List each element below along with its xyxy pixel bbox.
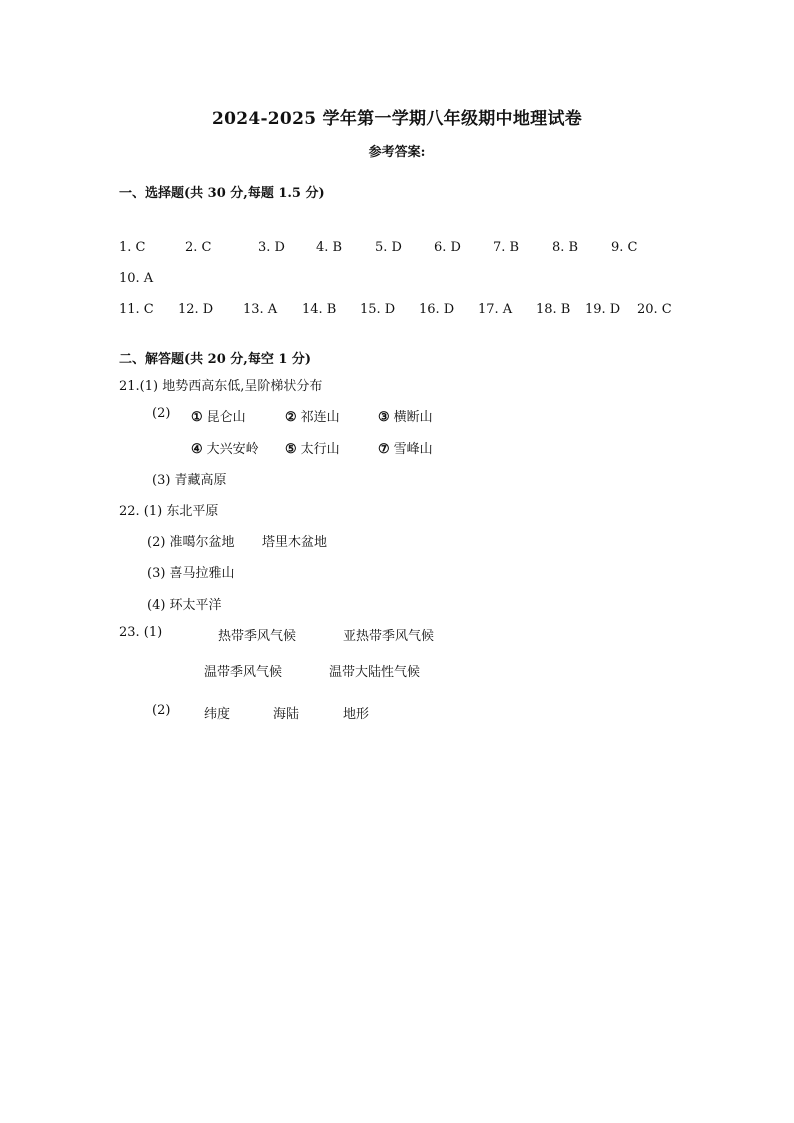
answer-item: 12. D — [178, 302, 214, 317]
answer-item: 2. C — [185, 240, 212, 255]
answer-item: 10. A — [119, 271, 154, 286]
q23-factor: 地形 — [343, 707, 370, 722]
q22-part2a: (2) 准噶尔盆地 — [147, 535, 235, 550]
answer-item: 20. C — [637, 302, 672, 317]
document-subtitle: 参考答案: — [368, 145, 426, 160]
answer-item: 14. B — [302, 302, 337, 317]
q21-part3: (3) 青藏高原 — [152, 473, 227, 488]
q23-factor: 海陆 — [273, 707, 300, 722]
circled-number: ② — [285, 410, 297, 425]
q22-part2b: 塔里木盆地 — [262, 535, 328, 550]
q21-item — [285, 406, 340, 425]
q21-item — [378, 438, 433, 457]
mountain-name: 昆仑山 — [206, 410, 246, 425]
q23-part1-label: 23. (1) — [119, 625, 163, 640]
mountain-name: 雪峰山 — [393, 442, 433, 457]
answer-item: 13. A — [243, 302, 278, 317]
q21-part1: 21.(1) 地势西高东低,呈阶梯状分布 — [119, 379, 323, 394]
circled-number: ③ — [378, 410, 390, 425]
q22-part3: (3) 喜马拉雅山 — [147, 566, 235, 581]
circled-number: ⑤ — [285, 442, 297, 457]
q22-part1: 22. (1) 东北平原 — [119, 504, 219, 519]
q23-climate: 热带季风气候 — [218, 629, 297, 644]
answer-item: 16. D — [419, 302, 455, 317]
q21-item — [191, 406, 246, 425]
answer-item: 19. D — [585, 302, 621, 317]
answer-item: 18. B — [536, 302, 571, 317]
mountain-name: 大兴安岭 — [206, 442, 259, 457]
answer-item: 4. B — [316, 240, 343, 255]
answer-item: 15. D — [360, 302, 396, 317]
document-title: 2024-2025 学年第一学期八年级期中地理试卷 — [211, 109, 583, 129]
q23-part2-label: (2) — [152, 703, 171, 718]
answer-item: 8. B — [552, 240, 579, 255]
answer-item: 6. D — [434, 240, 461, 255]
q23-climate: 亚热带季风气候 — [343, 629, 435, 644]
mountain-name: 祁连山 — [300, 410, 340, 425]
q21-item — [378, 406, 433, 425]
q21-item — [191, 438, 259, 457]
q23-climate: 温带大陆性气候 — [329, 665, 421, 680]
q22-part4: (4) 环太平洋 — [147, 598, 222, 613]
mountain-name: 太行山 — [300, 442, 340, 457]
answer-item: 17. A — [478, 302, 513, 317]
answer-item: 1. C — [119, 240, 146, 255]
q23-climate: 温带季风气候 — [204, 665, 283, 680]
answer-item: 11. C — [119, 302, 154, 317]
answer-item: 9. C — [611, 240, 638, 255]
answer-item: 7. B — [493, 240, 520, 255]
circled-number: ④ — [191, 442, 203, 457]
section1-heading: 一、选择题(共 30 分,每题 1.5 分) — [119, 186, 325, 201]
circled-number: ⑦ — [378, 442, 390, 457]
circled-number: ① — [191, 410, 203, 425]
q21-part2-label: (2) — [152, 406, 171, 421]
mountain-name: 横断山 — [393, 410, 433, 425]
answer-item: 5. D — [375, 240, 402, 255]
q23-factor: 纬度 — [204, 707, 231, 722]
q21-item — [285, 438, 340, 457]
answer-item: 3. D — [258, 240, 285, 255]
section2-heading: 二、解答题(共 20 分,每空 1 分) — [119, 352, 312, 367]
